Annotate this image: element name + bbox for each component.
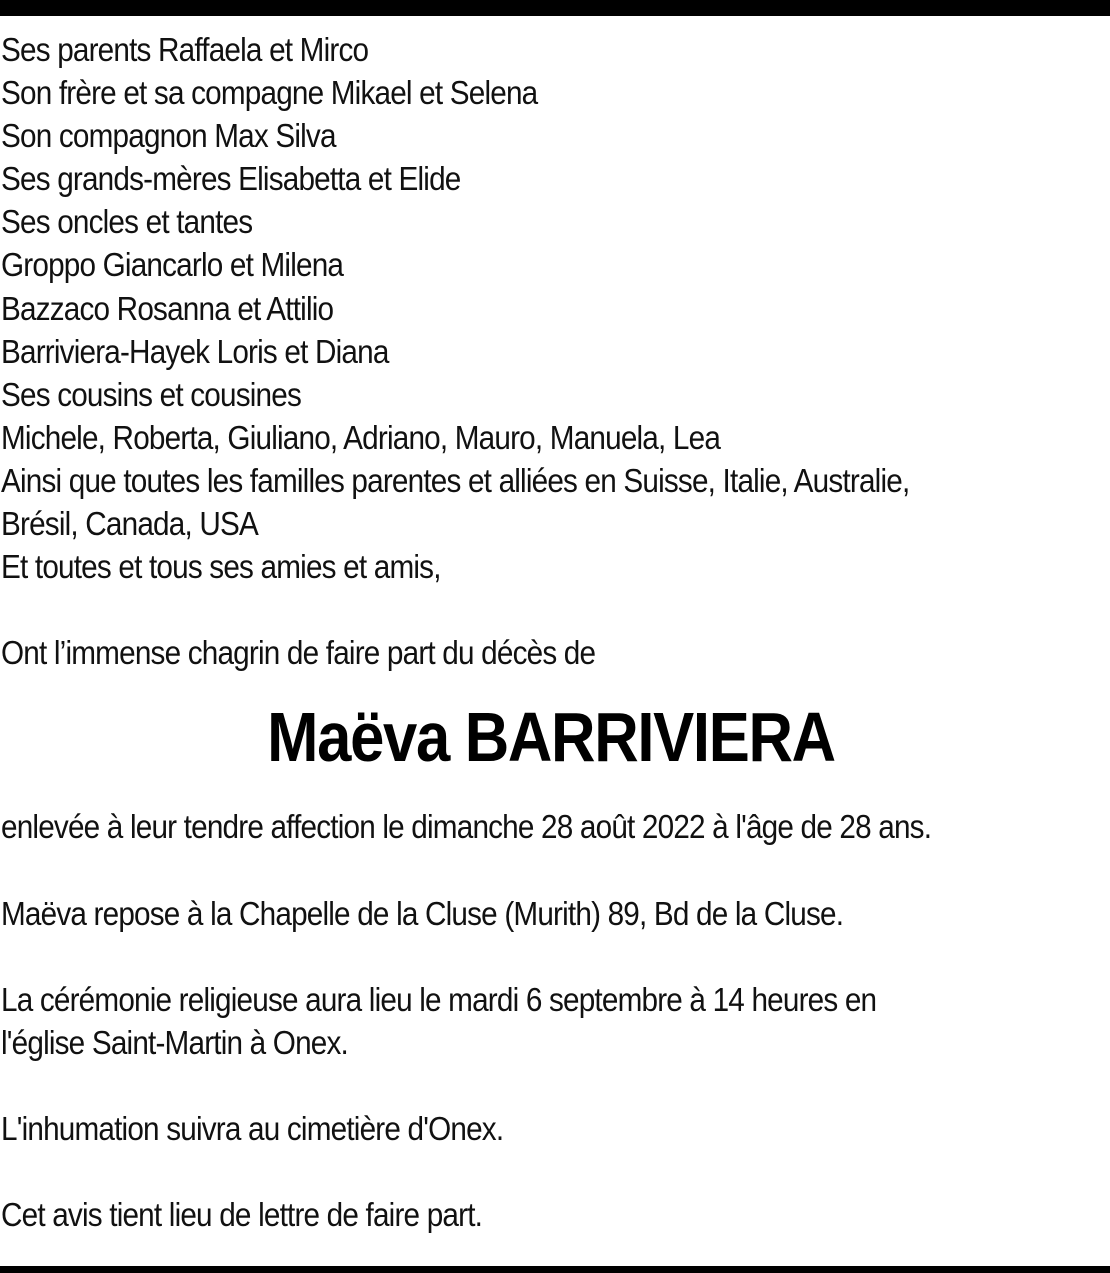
family-line-allied-families: Ainsi que toutes les familles parentes et alliées en Suisse, Italie, Australie, — [1, 461, 910, 499]
family-line-cousins-heading: Ses cousins et cousines — [1, 375, 301, 413]
family-line-grandmothers: Ses grands-mères Elisabetta et Elide — [1, 160, 461, 198]
family-line-uncles-aunts-heading: Ses oncles et tantes — [1, 203, 253, 241]
family-line-allied-countries: Brésil, Canada, USA — [1, 505, 258, 543]
death-notice — [1, 28, 1101, 1236]
top-border-rule — [0, 0, 1110, 16]
deceased-name: Maëva BARRIVIERA — [267, 698, 835, 777]
family-list — [1, 28, 1101, 588]
spacer — [1, 935, 1101, 978]
viewing-location-text: Maëva repose à la Chapelle de la Cluse (Murith) 89, Bd de la Cluse. — [1, 894, 844, 932]
family-line-bazzaco: Bazzaco Rosanna et Attilio — [1, 289, 334, 327]
family-line-cousins-names: Michele, Roberta, Giuliano, Adriano, Mauro, Manuela, Lea — [1, 418, 721, 456]
spacer — [1, 1150, 1101, 1193]
family-line-partner: Son compagnon Max Silva — [1, 117, 336, 155]
family-line-parents: Ses parents Raffaela et Mirco — [1, 31, 369, 68]
passing-text: enlevée à leur tendre affection le dimanche 28 août 2022 à l'âge de 28 ans. — [1, 808, 932, 846]
family-line-friends: Et toutes et tous ses amies et amis, — [1, 548, 441, 586]
spacer — [1, 849, 1101, 892]
family-line-barriviera-hayek: Barriviera-Hayek Loris et Diana — [1, 332, 389, 370]
burial-text: L'inhumation suivra au cimetière d'Onex. — [1, 1110, 504, 1148]
family-line-brother: Son frère et sa compagne Mikael et Selena — [1, 74, 538, 112]
spacer — [1, 588, 1101, 631]
announcement-text: Ont l’immense chagrin de faire part du décès de — [1, 634, 596, 672]
closing-text: Cet avis tient lieu de lettre de faire part. — [1, 1196, 483, 1234]
spacer — [1, 1064, 1101, 1107]
family-line-groppo: Groppo Giancarlo et Milena — [1, 246, 344, 284]
bottom-border-rule — [0, 1266, 1110, 1273]
ceremony-line-2: l'église Saint-Martin à Onex. — [1, 1023, 348, 1061]
ceremony-line-1: La cérémonie religieuse aura lieu le mardi 6 septembre à 14 heures en — [1, 980, 877, 1018]
